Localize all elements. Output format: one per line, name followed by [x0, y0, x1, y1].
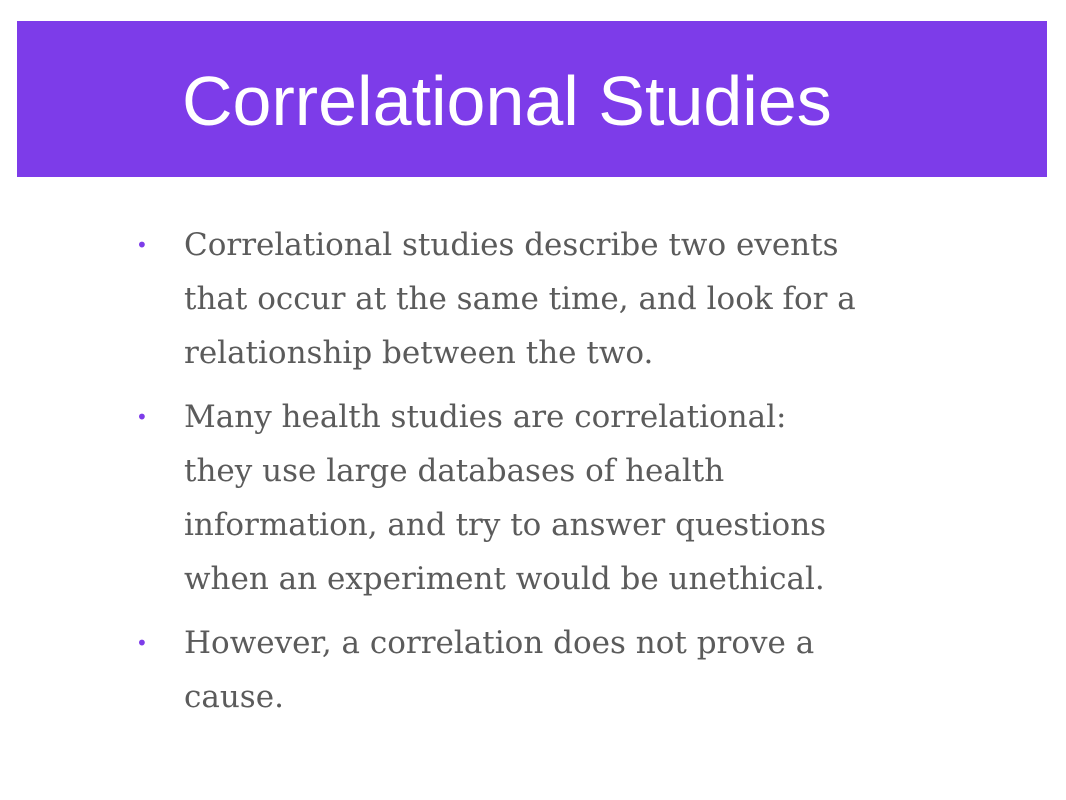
bullet-line: when an experiment would be unethical. — [184, 561, 825, 597]
title-bar — [17, 21, 1047, 177]
bullet-dot-icon: • — [136, 405, 148, 429]
bullet-item — [136, 616, 956, 724]
bullet-line: information, and try to answer questions — [184, 507, 827, 543]
bullet-dot-icon: • — [136, 233, 148, 257]
bullet-line: cause. — [184, 679, 284, 715]
bullet-line: relationship between the two. — [184, 335, 654, 371]
bullet-line: Correlational studies describe two events — [184, 227, 839, 263]
slide-title: Correlational Studies — [182, 62, 832, 140]
bullet-dot-icon: • — [136, 631, 148, 655]
bullet-item — [136, 390, 956, 606]
bullet-line: that occur at the same time, and look for a — [184, 281, 856, 317]
bullet-line: they use large databases of health — [184, 453, 725, 489]
bullet-list — [136, 218, 956, 734]
bullet-line: Many health studies are correlational: — [184, 399, 787, 435]
bullet-item — [136, 218, 956, 380]
bullet-line: However, a correlation does not prove a — [184, 625, 815, 661]
